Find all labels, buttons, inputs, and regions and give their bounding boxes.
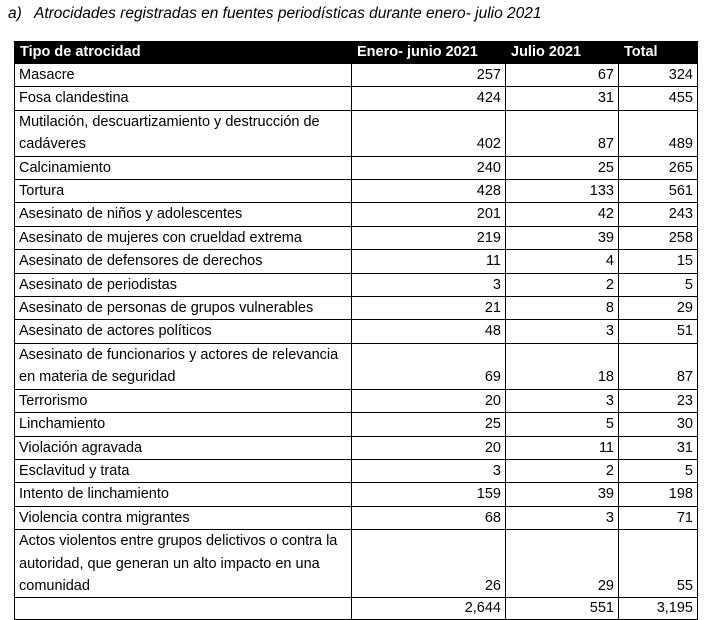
cell-total: 5 (619, 459, 698, 482)
cell-total: 489 (619, 110, 698, 156)
cell-jul: 11 (506, 436, 619, 459)
cell-jul: 39 (506, 483, 619, 506)
header-total: Total (619, 42, 698, 64)
cell-type: Terrorismo (15, 389, 352, 412)
cell-type: Asesinato de personas de grupos vulnerables (15, 297, 352, 320)
table-row (15, 180, 698, 203)
table-row (15, 110, 698, 156)
cell-total: 243 (619, 203, 698, 226)
cell-jul: 67 (506, 64, 619, 87)
table-row (15, 459, 698, 482)
cell-jan-jun: 219 (352, 226, 506, 249)
table-row (15, 203, 698, 226)
table-row (15, 343, 698, 389)
cell-type: Actos violentos entre grupos delictivos o contra la autoridad, que generan un alto impacto en una comunidad (15, 530, 352, 598)
header-row (15, 42, 698, 64)
cell-total: 55 (619, 530, 698, 598)
table-row (15, 273, 698, 296)
total-cell-jul: 551 (506, 598, 619, 620)
cell-type: Asesinato de niños y adolescentes (15, 203, 352, 226)
cell-jul: 8 (506, 297, 619, 320)
cell-type: Asesinato de mujeres con crueldad extrema (15, 226, 352, 249)
cell-total: 455 (619, 87, 698, 110)
atrocities-table (14, 41, 698, 620)
cell-jan-jun: 20 (352, 389, 506, 412)
cell-type: Asesinato de defensores de derechos (15, 250, 352, 273)
table-row (15, 436, 698, 459)
cell-jul: 31 (506, 87, 619, 110)
table-row (15, 64, 698, 87)
cell-jul: 3 (506, 389, 619, 412)
cell-type: Tortura (15, 180, 352, 203)
cell-jul: 2 (506, 459, 619, 482)
cell-total: 265 (619, 156, 698, 179)
cell-type: Calcinamiento (15, 156, 352, 179)
table-row (15, 320, 698, 343)
cell-jan-jun: 424 (352, 87, 506, 110)
cell-type: Intento de linchamiento (15, 483, 352, 506)
total-cell-type (15, 598, 352, 620)
cell-type: Asesinato de periodistas (15, 273, 352, 296)
cell-total: 15 (619, 250, 698, 273)
cell-jan-jun: 26 (352, 530, 506, 598)
cell-jan-jun: 25 (352, 413, 506, 436)
cell-total: 561 (619, 180, 698, 203)
cell-total: 30 (619, 413, 698, 436)
cell-jul: 5 (506, 413, 619, 436)
cell-jul: 29 (506, 530, 619, 598)
table-row (15, 226, 698, 249)
cell-jan-jun: 402 (352, 110, 506, 156)
cell-jan-jun: 68 (352, 506, 506, 529)
cell-total: 324 (619, 64, 698, 87)
caption-letter: a) (8, 5, 22, 22)
cell-jul: 2 (506, 273, 619, 296)
total-cell-jan-jun: 2,644 (352, 598, 506, 620)
header-jan-jun: Enero- junio 2021 (352, 42, 506, 64)
cell-type: Violencia contra migrantes (15, 506, 352, 529)
cell-jul: 25 (506, 156, 619, 179)
cell-total: 29 (619, 297, 698, 320)
table-row (15, 483, 698, 506)
cell-total: 31 (619, 436, 698, 459)
cell-jan-jun: 69 (352, 343, 506, 389)
cell-jan-jun: 48 (352, 320, 506, 343)
caption-title: Atrocidades registradas en fuentes periodísticas durante enero- julio 2021 (34, 5, 542, 22)
cell-jan-jun: 257 (352, 64, 506, 87)
cell-jan-jun: 20 (352, 436, 506, 459)
table-body (15, 64, 698, 620)
cell-type: Asesinato de funcionarios y actores de relevancia en materia de seguridad (15, 343, 352, 389)
cell-jul: 133 (506, 180, 619, 203)
cell-jul: 87 (506, 110, 619, 156)
table-row (15, 156, 698, 179)
cell-total: 198 (619, 483, 698, 506)
cell-jul: 18 (506, 343, 619, 389)
cell-total: 5 (619, 273, 698, 296)
table-row (15, 413, 698, 436)
cell-total: 71 (619, 506, 698, 529)
total-cell-total: 3,195 (619, 598, 698, 620)
cell-jul: 3 (506, 506, 619, 529)
cell-jul: 4 (506, 250, 619, 273)
cell-type: Linchamiento (15, 413, 352, 436)
cell-type: Mutilación, descuartizamiento y destrucción de cadáveres (15, 110, 352, 156)
cell-jan-jun: 21 (352, 297, 506, 320)
table-row (15, 87, 698, 110)
table-row (15, 250, 698, 273)
cell-jan-jun: 3 (352, 273, 506, 296)
cell-type: Violación agravada (15, 436, 352, 459)
cell-jan-jun: 428 (352, 180, 506, 203)
table-row (15, 297, 698, 320)
table-caption (8, 5, 542, 23)
cell-total: 51 (619, 320, 698, 343)
table-row (15, 530, 698, 598)
totals-row (15, 598, 698, 620)
cell-type: Fosa clandestina (15, 87, 352, 110)
table-row (15, 506, 698, 529)
table-row (15, 389, 698, 412)
cell-jul: 42 (506, 203, 619, 226)
cell-total: 23 (619, 389, 698, 412)
cell-jan-jun: 240 (352, 156, 506, 179)
cell-jan-jun: 201 (352, 203, 506, 226)
cell-type: Esclavitud y trata (15, 459, 352, 482)
cell-jan-jun: 3 (352, 459, 506, 482)
header-jul: Julio 2021 (506, 42, 619, 64)
cell-total: 258 (619, 226, 698, 249)
cell-total: 87 (619, 343, 698, 389)
cell-jul: 39 (506, 226, 619, 249)
cell-type: Masacre (15, 64, 352, 87)
cell-type: Asesinato de actores políticos (15, 320, 352, 343)
cell-jul: 3 (506, 320, 619, 343)
cell-jan-jun: 11 (352, 250, 506, 273)
header-type: Tipo de atrocidad (15, 42, 352, 64)
cell-jan-jun: 159 (352, 483, 506, 506)
